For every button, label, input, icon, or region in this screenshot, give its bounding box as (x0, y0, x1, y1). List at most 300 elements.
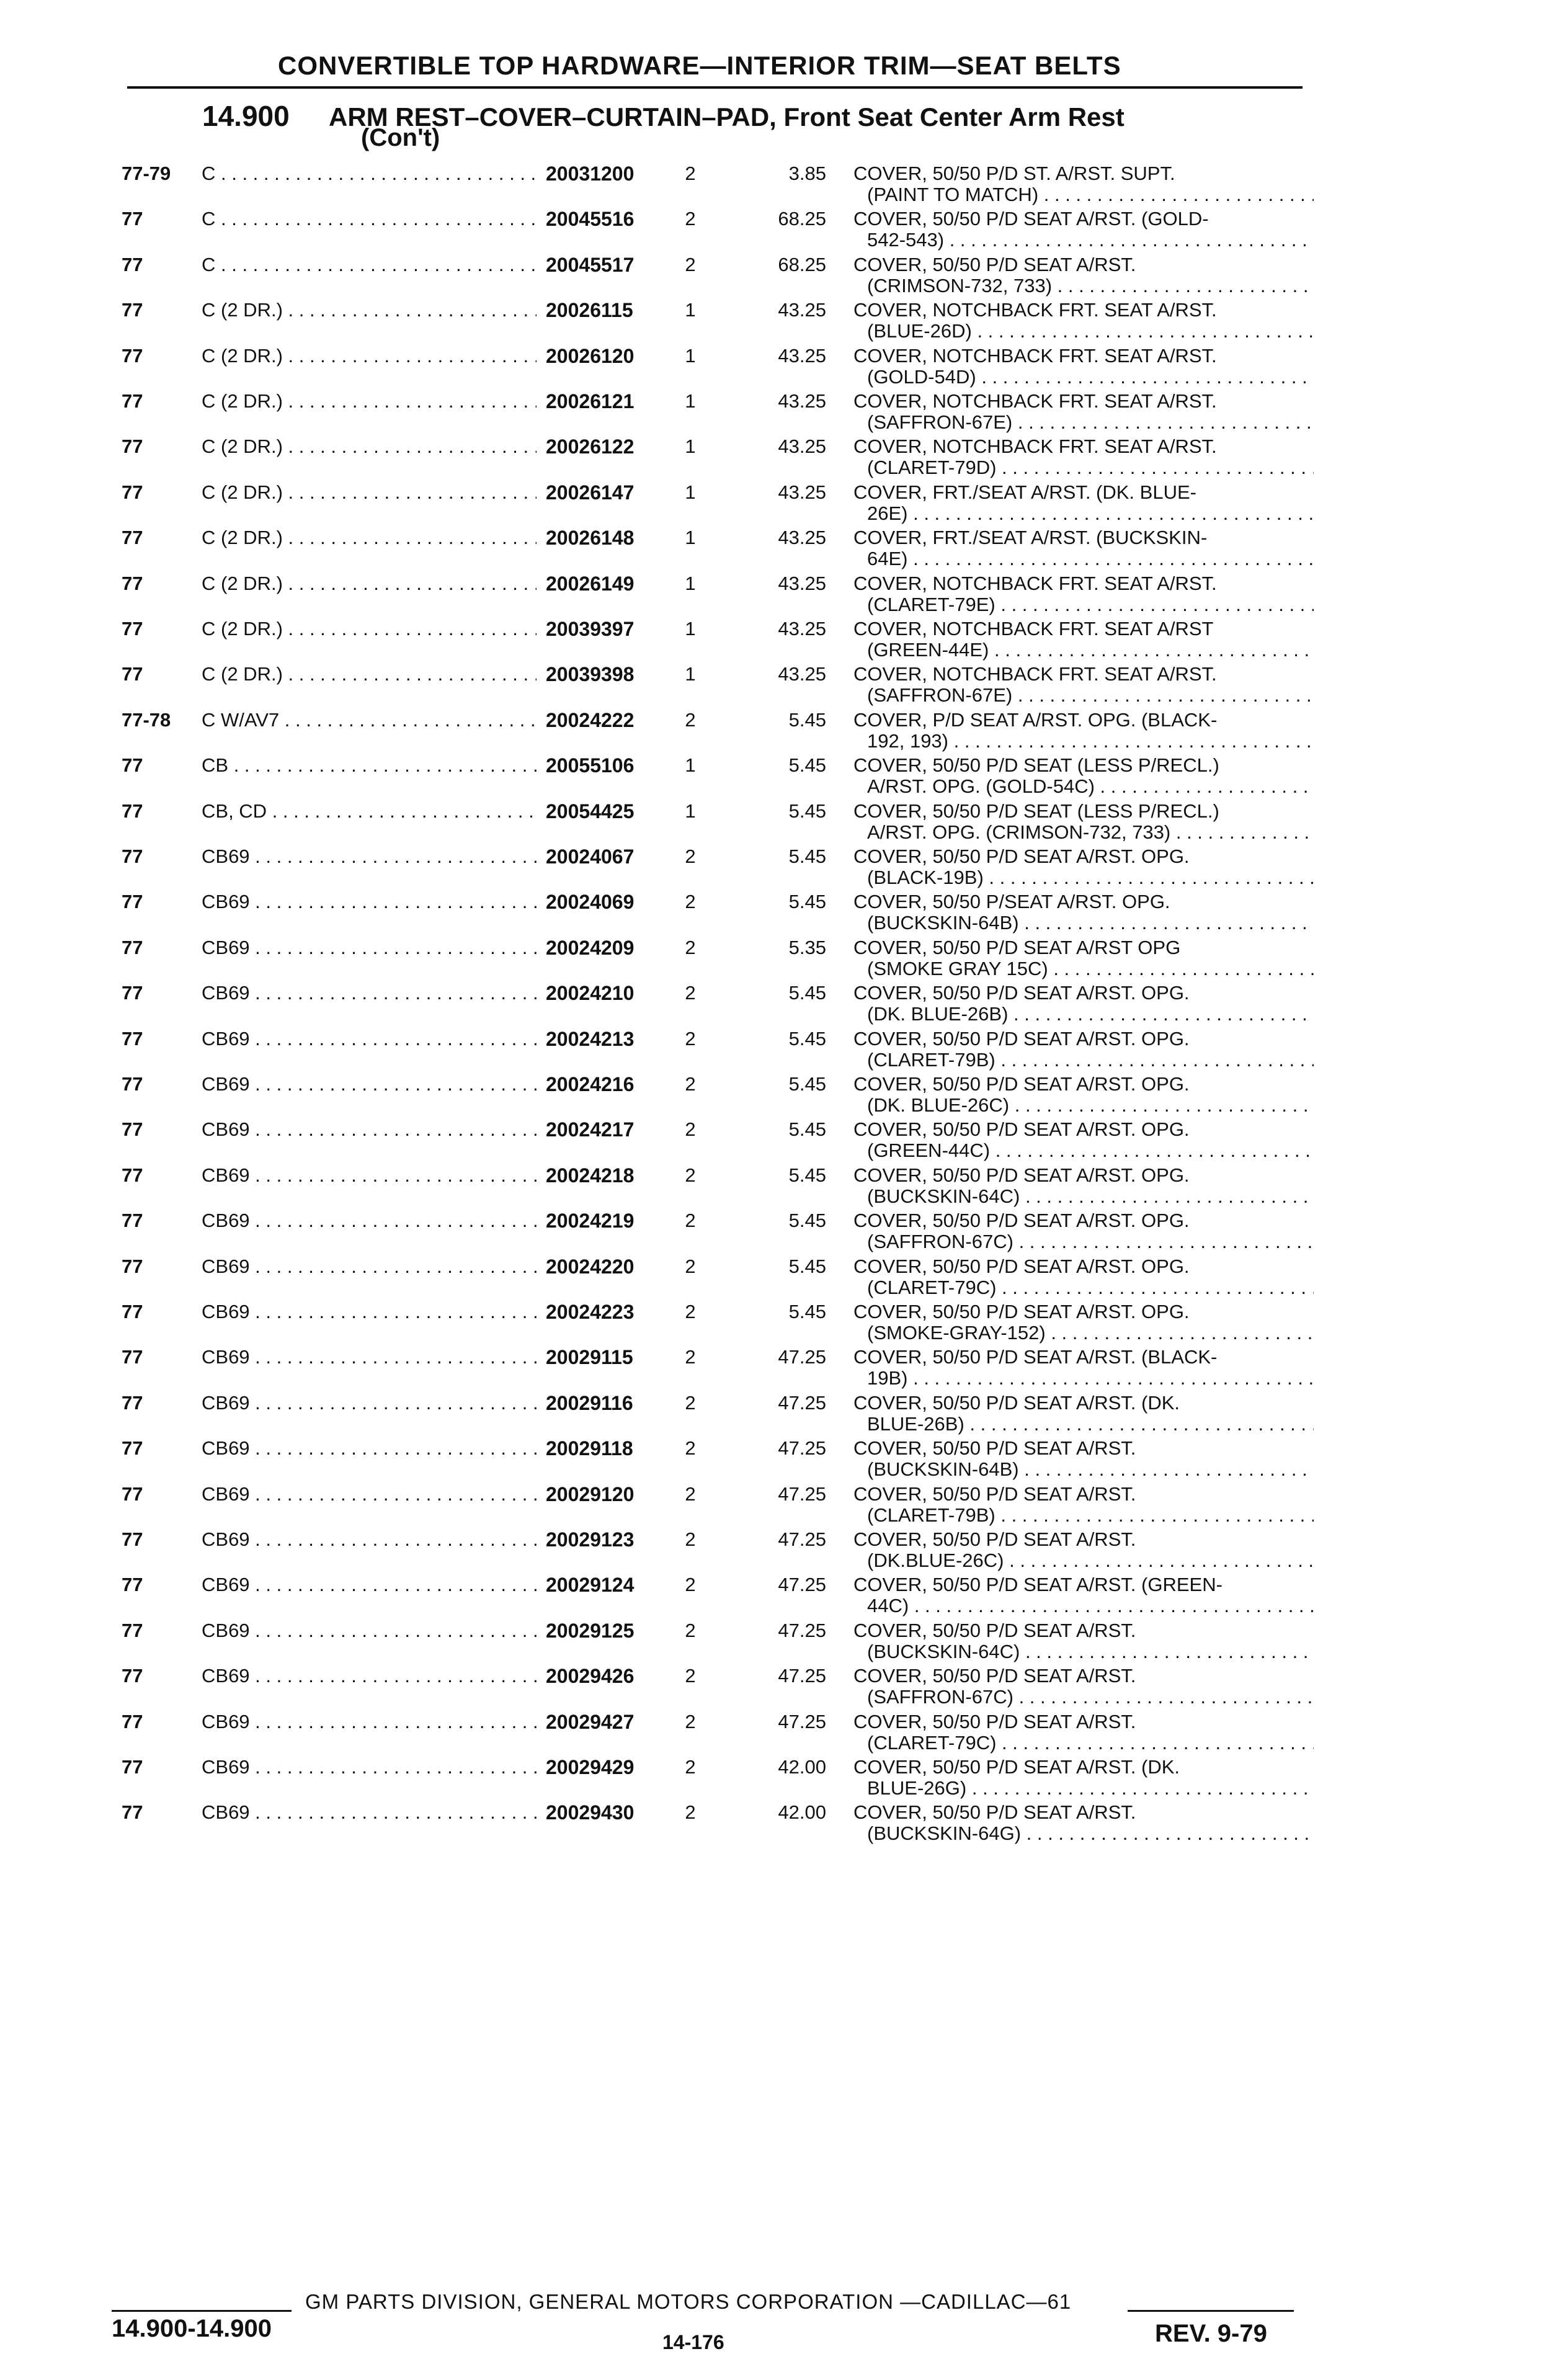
row-model: CB, CD . . . (202, 800, 537, 823)
row-description: COVER, 50/50 P/D SEAT (LESS P/RECL.) (853, 800, 1219, 822)
row-part-number: 20024210 (541, 982, 634, 1004)
row-part-number: 20039398 (541, 663, 634, 685)
footer-rule-right (1128, 2310, 1294, 2312)
row-description: COVER, NOTCHBACK FRT. SEAT A/RST. (853, 572, 1217, 594)
row-part-number: 20029124 (541, 1574, 634, 1596)
row-model: C (2 DR.) . . . (202, 527, 537, 549)
row-model: CB69 . . . (202, 1665, 537, 1687)
row-part-number: 20024216 (541, 1073, 634, 1095)
table-row (0, 481, 1568, 525)
table-row (0, 1255, 1568, 1299)
row-description: COVER, 50/50 P/D SEAT A/RST. (853, 1710, 1136, 1732)
table-row (0, 163, 1568, 206)
row-part-number: 20024222 (541, 709, 634, 731)
row-description-continued: (SMOKE GRAY 15C) . . . (867, 958, 1314, 980)
row-price: 5.45 (788, 891, 826, 913)
row-quantity: 2 (685, 163, 696, 184)
row-part-number: 20026115 (541, 299, 633, 321)
row-price: 43.25 (778, 527, 826, 549)
row-year: 77 (122, 1801, 143, 1824)
row-model: CB69 . . . (202, 1255, 537, 1278)
row-year: 77 (122, 891, 143, 913)
row-part-number: 20029430 (541, 1801, 634, 1824)
row-year: 77 (122, 1574, 143, 1596)
row-description: COVER, NOTCHBACK FRT. SEAT A/RST. (853, 663, 1217, 685)
row-description-continued: 192, 193) . . . (867, 730, 1314, 752)
row-model: CB69 . . . (202, 1620, 537, 1642)
row-part-number: 20026149 (541, 573, 634, 595)
row-description-continued: (CLARET-79B) . . . (867, 1504, 1314, 1527)
table-row (0, 1210, 1568, 1253)
section-number: 14.900 (202, 100, 290, 132)
table-row (0, 435, 1568, 479)
row-price: 5.45 (788, 754, 826, 777)
row-year: 77 (122, 1164, 143, 1186)
row-price: 43.25 (778, 618, 826, 640)
row-year: 77 (122, 1710, 143, 1732)
row-quantity: 2 (685, 1073, 696, 1095)
row-description-continued: BLUE-26G) . . . (867, 1777, 1314, 1799)
row-quantity: 2 (685, 1118, 696, 1141)
row-price: 42.00 (778, 1756, 826, 1778)
row-model: CB69 . . . (202, 891, 537, 913)
row-description: COVER, 50/50 P/D SEAT A/RST. (853, 253, 1136, 275)
row-part-number: 20026121 (541, 390, 634, 412)
row-quantity: 1 (685, 527, 696, 549)
row-part-number: 20024218 (541, 1164, 634, 1187)
row-part-number: 20024223 (541, 1301, 634, 1323)
table-row (0, 1574, 1568, 1617)
row-year: 77 (122, 1391, 143, 1414)
row-description: COVER, 50/50 P/D SEAT A/RST. OPG. (853, 845, 1190, 867)
row-quantity: 1 (685, 435, 696, 458)
row-year: 77 (122, 344, 143, 367)
row-quantity: 2 (685, 253, 696, 275)
row-year: 77 (122, 1437, 143, 1460)
table-row (0, 390, 1568, 434)
row-model: C (2 DR.) . . . (202, 573, 537, 595)
row-year: 77 (122, 1619, 143, 1641)
row-description: COVER, 50/50 P/D SEAT A/RST. OPG. (853, 1073, 1190, 1095)
row-year: 77 (122, 982, 143, 1004)
row-description-continued: A/RST. OPG. (GOLD-54C) . . . (867, 775, 1314, 798)
row-part-number: 20045517 (541, 254, 634, 276)
row-description-continued: 44C) . . . (867, 1595, 1314, 1617)
row-price: 47.25 (778, 1346, 826, 1368)
row-part-number: 20024213 (541, 1028, 634, 1050)
row-description: COVER, 50/50 P/D SEAT A/RST. OPG. (853, 1027, 1190, 1050)
row-year: 77 (122, 1665, 143, 1687)
row-quantity: 2 (685, 1710, 696, 1732)
row-description: COVER, 50/50 P/D SEAT A/RST. (GREEN- (853, 1574, 1223, 1596)
row-description: COVER, NOTCHBACK FRT. SEAT A/RST. (853, 344, 1217, 367)
row-part-number: 20026120 (541, 345, 634, 367)
row-year: 77 (122, 299, 143, 321)
row-description-continued: (CRIMSON-732, 733) . . . (867, 275, 1314, 297)
row-price: 43.25 (778, 299, 826, 321)
table-row (0, 845, 1568, 889)
table-row (0, 254, 1568, 297)
row-price: 5.45 (788, 1301, 826, 1322)
table-row (0, 1392, 1568, 1435)
row-quantity: 2 (685, 1027, 696, 1050)
row-price: 47.25 (778, 1665, 826, 1687)
row-price: 43.25 (778, 390, 826, 412)
row-description-continued: (CLARET-79B) . . . (867, 1049, 1314, 1071)
row-year: 77-79 (122, 163, 171, 184)
row-quantity: 2 (685, 1801, 696, 1824)
section-continued: (Con't) (361, 124, 440, 151)
row-quantity: 2 (685, 1665, 696, 1687)
row-price: 5.45 (788, 845, 826, 867)
row-year: 77 (122, 1027, 143, 1050)
row-model: C . . . (202, 163, 537, 185)
row-description: COVER, 50/50 P/D SEAT A/RST. (853, 1437, 1136, 1460)
row-year: 77 (122, 1118, 143, 1141)
row-part-number: 20024220 (541, 1255, 634, 1278)
table-row (0, 1164, 1568, 1208)
row-quantity: 2 (685, 1528, 696, 1550)
row-year: 77 (122, 1301, 143, 1322)
row-quantity: 1 (685, 344, 696, 367)
row-model: C (2 DR.) . . . (202, 299, 537, 321)
row-description: COVER, NOTCHBACK FRT. SEAT A/RST (853, 618, 1214, 640)
row-year: 77 (122, 1210, 143, 1232)
row-description-continued: (SAFFRON-67C) . . . (867, 1231, 1314, 1253)
row-description-continued: 19B) . . . (867, 1367, 1314, 1389)
row-description-continued: (BUCKSKIN-64B) . . . (867, 912, 1314, 934)
row-price: 68.25 (778, 253, 826, 275)
row-model: C (2 DR.) . . . (202, 618, 537, 640)
row-price: 43.25 (778, 572, 826, 594)
row-year: 77 (122, 527, 143, 549)
row-year: 77 (122, 390, 143, 412)
row-quantity: 1 (685, 572, 696, 594)
row-price: 5.45 (788, 800, 826, 822)
row-part-number: 20029123 (541, 1528, 634, 1551)
row-description-continued: (BUCKSKIN-64B) . . . (867, 1458, 1314, 1481)
row-price: 5.45 (788, 1164, 826, 1186)
row-description-continued: (SAFFRON-67E) . . . (867, 684, 1314, 707)
row-year: 77 (122, 1528, 143, 1550)
row-price: 5.45 (788, 708, 826, 731)
table-row (0, 1665, 1568, 1708)
row-price: 68.25 (778, 208, 826, 230)
row-description-continued: (BLACK-19B) . . . (867, 867, 1314, 889)
row-model: C (2 DR.) . . . (202, 663, 537, 685)
row-part-number: 20031200 (541, 163, 634, 185)
row-description-continued: (BUCKSKIN-64C) . . . (867, 1185, 1314, 1208)
row-price: 42.00 (778, 1801, 826, 1824)
row-description-continued: (CLARET-79C) . . . (867, 1732, 1314, 1754)
row-description-continued: (BUCKSKIN-64G) . . . (867, 1822, 1314, 1845)
table-row (0, 1301, 1568, 1344)
row-description: COVER, 50/50 P/D SEAT A/RST OPG (853, 936, 1181, 958)
row-model: C . . . (202, 208, 537, 230)
row-description: COVER, 50/50 P/D SEAT A/RST. (GOLD- (853, 208, 1209, 230)
footer-page-number: 14-176 (662, 2331, 724, 2353)
row-quantity: 2 (685, 982, 696, 1004)
row-description-continued: (SAFFRON-67C) . . . (867, 1686, 1314, 1708)
row-price: 3.85 (788, 163, 826, 184)
row-part-number: 20045516 (541, 208, 634, 230)
row-price: 5.45 (788, 1073, 826, 1095)
row-description: COVER, 50/50 P/D ST. A/RST. SUPT. (853, 163, 1175, 184)
row-quantity: 1 (685, 390, 696, 412)
row-description: COVER, 50/50 P/D SEAT A/RST. (853, 1801, 1136, 1824)
row-model: C . . . (202, 254, 537, 276)
row-model: CB69 . . . (202, 1346, 537, 1368)
row-part-number: 20054425 (541, 800, 634, 823)
row-quantity: 1 (685, 618, 696, 640)
row-year: 77 (122, 845, 143, 867)
row-year: 77 (122, 572, 143, 594)
row-description: COVER, 50/50 P/D SEAT A/RST. (853, 1665, 1136, 1687)
row-description: COVER, 50/50 P/D SEAT A/RST. (DK. (853, 1756, 1180, 1778)
row-quantity: 2 (685, 1301, 696, 1322)
row-description-continued: (CLARET-79C) . . . (867, 1277, 1314, 1299)
row-model: CB69 . . . (202, 1073, 537, 1095)
row-model: C (2 DR.) . . . (202, 390, 537, 412)
row-model: CB69 . . . (202, 1483, 537, 1505)
table-row (0, 1620, 1568, 1663)
table-row (0, 1756, 1568, 1799)
row-part-number: 20029115 (541, 1346, 633, 1368)
row-description: COVER, NOTCHBACK FRT. SEAT A/RST. (853, 299, 1217, 321)
row-description-continued: (GREEN-44C) . . . (867, 1139, 1314, 1162)
row-description: COVER, 50/50 P/D SEAT A/RST. OPG. (853, 1118, 1190, 1141)
table-row (0, 208, 1568, 251)
row-description-continued: (BUCKSKIN-64C) . . . (867, 1641, 1314, 1663)
table-row (0, 299, 1568, 342)
row-model: CB69 . . . (202, 937, 537, 959)
row-year: 77 (122, 435, 143, 458)
footer-rule-left (112, 2310, 292, 2312)
row-price: 5.45 (788, 1118, 826, 1141)
footer-revision: REV. 9-79 (1155, 2320, 1267, 2347)
table-row (0, 891, 1568, 934)
row-year: 77 (122, 800, 143, 822)
row-part-number: 20026147 (541, 481, 634, 504)
row-description: COVER, 50/50 P/D SEAT A/RST. (853, 1528, 1136, 1550)
row-description-continued: 64E) . . . (867, 548, 1314, 570)
row-model: CB69 . . . (202, 1210, 537, 1232)
row-description: COVER, 50/50 P/D SEAT (LESS P/RECL.) (853, 754, 1219, 777)
row-description-continued: BLUE-26B) . . . (867, 1413, 1314, 1435)
row-year: 77 (122, 1073, 143, 1095)
row-price: 47.25 (778, 1619, 826, 1641)
row-description: COVER, P/D SEAT A/RST. OPG. (BLACK- (853, 708, 1218, 731)
row-price: 5.45 (788, 1255, 826, 1277)
row-description-continued: 542-543) . . . (867, 229, 1314, 251)
row-price: 47.25 (778, 1528, 826, 1550)
row-description: COVER, NOTCHBACK FRT. SEAT A/RST. (853, 435, 1217, 458)
row-year: 77 (122, 1482, 143, 1505)
row-description: COVER, 50/50 P/SEAT A/RST. OPG. (853, 891, 1170, 913)
row-part-number: 20029426 (541, 1665, 634, 1687)
row-description-continued: (SMOKE-GRAY-152) . . . (867, 1322, 1314, 1344)
row-description: COVER, NOTCHBACK FRT. SEAT A/RST. (853, 390, 1217, 412)
row-price: 43.25 (778, 663, 826, 685)
row-description: COVER, 50/50 P/D SEAT A/RST. (DK. (853, 1391, 1180, 1414)
row-description-continued: (SAFFRON-67E) . . . (867, 411, 1314, 434)
row-part-number: 20029116 (541, 1392, 633, 1414)
row-price: 47.25 (778, 1391, 826, 1414)
row-description: COVER, 50/50 P/D SEAT A/RST. (853, 1619, 1136, 1641)
row-model: CB . . . (202, 754, 537, 777)
row-quantity: 2 (685, 1482, 696, 1505)
row-part-number: 20029125 (541, 1620, 634, 1642)
row-description-continued: (GREEN-44E) . . . (867, 639, 1314, 661)
table-row (0, 1483, 1568, 1527)
row-model: CB69 . . . (202, 1118, 537, 1141)
row-quantity: 2 (685, 1255, 696, 1277)
row-year: 77 (122, 936, 143, 958)
row-part-number: 20026122 (541, 435, 634, 458)
row-model: C (2 DR.) . . . (202, 345, 537, 367)
row-quantity: 2 (685, 1346, 696, 1368)
table-row (0, 1028, 1568, 1071)
table-row (0, 937, 1568, 980)
table-row (0, 663, 1568, 707)
row-model: CB69 . . . (202, 1756, 537, 1778)
row-quantity: 2 (685, 208, 696, 230)
row-quantity: 1 (685, 299, 696, 321)
table-row (0, 527, 1568, 570)
row-description-continued: 26E) . . . (867, 502, 1314, 525)
row-price: 5.45 (788, 1210, 826, 1232)
row-quantity: 2 (685, 1210, 696, 1232)
row-price: 5.35 (788, 936, 826, 958)
section-title: ARM REST–COVER–CURTAIN–PAD, Front Seat Center Arm Rest (329, 102, 1125, 132)
row-year: 77-78 (122, 708, 171, 731)
row-part-number: 20039397 (541, 618, 634, 640)
row-model: CB69 . . . (202, 845, 537, 868)
table-row (0, 1528, 1568, 1572)
row-quantity: 2 (685, 891, 696, 913)
row-description: COVER, 50/50 P/D SEAT A/RST. OPG. (853, 982, 1190, 1004)
page-header-title: CONVERTIBLE TOP HARDWARE—INTERIOR TRIM—SEAT BELTS (278, 51, 1121, 80)
row-description: COVER, 50/50 P/D SEAT A/RST. (BLACK- (853, 1346, 1218, 1368)
row-part-number: 20029429 (541, 1756, 634, 1778)
row-price: 5.45 (788, 1027, 826, 1050)
table-row (0, 345, 1568, 388)
row-description-continued: A/RST. OPG. (CRIMSON-732, 733) . . . (867, 821, 1314, 844)
row-quantity: 2 (685, 936, 696, 958)
row-quantity: 2 (685, 708, 696, 731)
row-model: CB69 . . . (202, 982, 537, 1004)
row-year: 77 (122, 481, 143, 503)
row-description-continued: (BLUE-26D) . . . (867, 320, 1314, 342)
row-price: 47.25 (778, 1437, 826, 1460)
row-model: C (2 DR.) . . . (202, 481, 537, 504)
row-price: 5.45 (788, 982, 826, 1004)
row-quantity: 2 (685, 1574, 696, 1596)
row-model: CB69 . . . (202, 1028, 537, 1050)
table-row (0, 754, 1568, 798)
row-year: 77 (122, 1756, 143, 1778)
table-row (0, 982, 1568, 1025)
table-row (0, 1437, 1568, 1481)
row-quantity: 1 (685, 800, 696, 822)
row-description: COVER, 50/50 P/D SEAT A/RST. (853, 1482, 1136, 1505)
row-quantity: 1 (685, 663, 696, 685)
row-year: 77 (122, 618, 143, 640)
row-part-number: 20055106 (541, 754, 634, 777)
row-model: CB69 . . . (202, 1301, 537, 1323)
row-quantity: 2 (685, 1756, 696, 1778)
footer-text: GM PARTS DIVISION, GENERAL MOTORS CORPORATION —CADILLAC—61 (305, 2290, 1072, 2313)
table-row (0, 1346, 1568, 1389)
row-price: 43.25 (778, 435, 826, 458)
row-price: 43.25 (778, 481, 826, 503)
table-row (0, 573, 1568, 616)
row-part-number: 20024209 (541, 937, 634, 959)
row-year: 77 (122, 1255, 143, 1277)
row-model: CB69 . . . (202, 1711, 537, 1733)
row-description-continued: (DK. BLUE-26C) . . . (867, 1094, 1314, 1117)
row-year: 77 (122, 253, 143, 275)
row-description: COVER, 50/50 P/D SEAT A/RST. OPG. (853, 1210, 1190, 1232)
row-description: COVER, FRT./SEAT A/RST. (BUCKSKIN- (853, 527, 1208, 549)
row-description-continued: (GOLD-54D) . . . (867, 366, 1314, 388)
table-row (0, 618, 1568, 661)
row-description: COVER, 50/50 P/D SEAT A/RST. OPG. (853, 1164, 1190, 1186)
row-description-continued: (PAINT TO MATCH) . . . (867, 184, 1314, 206)
row-model: C (2 DR.) . . . (202, 435, 537, 458)
row-quantity: 2 (685, 1437, 696, 1460)
row-description: COVER, FRT./SEAT A/RST. (DK. BLUE- (853, 481, 1196, 503)
row-description: COVER, 50/50 P/D SEAT A/RST. OPG. (853, 1301, 1190, 1322)
row-description: COVER, 50/50 P/D SEAT A/RST. OPG. (853, 1255, 1190, 1277)
row-model: CB69 . . . (202, 1801, 537, 1824)
table-row (0, 1801, 1568, 1845)
row-quantity: 2 (685, 1164, 696, 1186)
table-row (0, 1118, 1568, 1162)
row-part-number: 20029120 (541, 1483, 634, 1505)
row-description-continued: (DK.BLUE-26C) . . . (867, 1549, 1314, 1572)
row-quantity: 2 (685, 845, 696, 867)
row-part-number: 20026148 (541, 527, 634, 549)
table-row (0, 709, 1568, 752)
row-quantity: 1 (685, 481, 696, 503)
row-year: 77 (122, 1346, 143, 1368)
row-quantity: 1 (685, 754, 696, 777)
table-row (0, 1073, 1568, 1117)
row-year: 77 (122, 208, 143, 230)
row-part-number: 20024067 (541, 845, 634, 868)
row-part-number: 20029118 (541, 1437, 633, 1460)
row-part-number: 20024219 (541, 1210, 634, 1232)
row-model: CB69 . . . (202, 1392, 537, 1414)
row-price: 43.25 (778, 344, 826, 367)
table-row (0, 800, 1568, 844)
row-price: 47.25 (778, 1710, 826, 1732)
row-year: 77 (122, 754, 143, 777)
row-description-continued: (CLARET-79D) . . . (867, 457, 1314, 479)
row-price: 47.25 (778, 1574, 826, 1596)
row-description-continued: (CLARET-79E) . . . (867, 594, 1314, 616)
row-part-number: 20029427 (541, 1711, 634, 1733)
row-year: 77 (122, 663, 143, 685)
row-description-continued: (DK. BLUE-26B) . . . (867, 1003, 1314, 1025)
row-part-number: 20024217 (541, 1118, 634, 1141)
row-model: CB69 . . . (202, 1528, 537, 1551)
row-quantity: 2 (685, 1619, 696, 1641)
row-model: C W/AV7 . . . (202, 709, 537, 731)
row-model: CB69 . . . (202, 1164, 537, 1187)
row-model: CB69 . . . (202, 1574, 537, 1596)
